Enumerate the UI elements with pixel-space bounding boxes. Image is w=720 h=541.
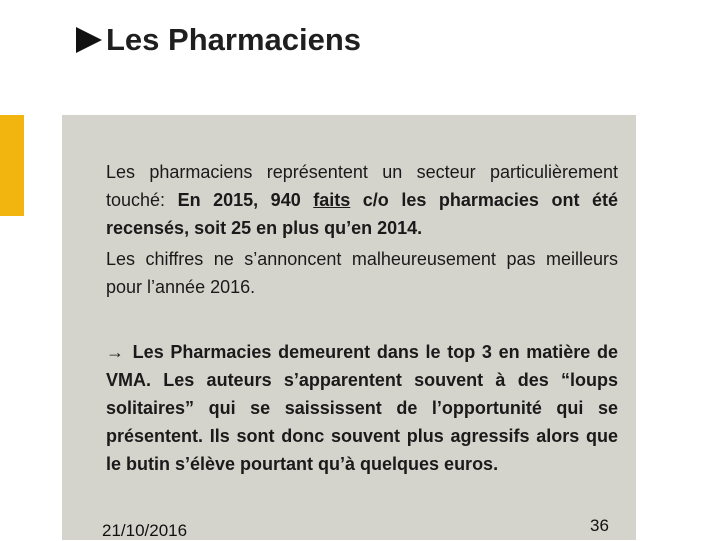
- slide-title: [76, 22, 361, 58]
- accent-bar: [0, 115, 24, 216]
- paragraph-1-bold-a: En 2015, 940: [177, 190, 314, 210]
- paragraph-1-bold-b: c/o les pharmacies ont été recensés, soit 25 en plus qu’en 2014.: [106, 190, 618, 238]
- paragraph-1: [106, 158, 618, 242]
- footer-date: 21/10/2016: [102, 521, 188, 540]
- page-number: 36: [590, 516, 609, 535]
- arrow-right-icon: →: [106, 342, 124, 362]
- paragraph-1-bold-underlined: faits: [313, 190, 351, 210]
- paragraph-3: [106, 338, 618, 478]
- paragraph-1-lead: Les pharmaciens représentent un secteur particulièrement touché:: [106, 162, 618, 210]
- paragraph-2: Les chiffres ne s’annoncent malheureusement pas meilleurs pour l’année 2016.: [106, 249, 618, 297]
- slide-title-text: Les Pharmaciens: [106, 22, 362, 57]
- triangle-right-icon: [76, 27, 102, 53]
- paragraph-3-text: Les Pharmacies demeurent dans le top 3 en matière de VMA. Les auteurs s’apparentent souvent à des “loups solitaires” qui se saississent de l’opportunité qui se présentent. Ils sont donc souvent plus agressifs alors que le butin s’élève pourtant qu’à quelques euros.: [106, 342, 618, 474]
